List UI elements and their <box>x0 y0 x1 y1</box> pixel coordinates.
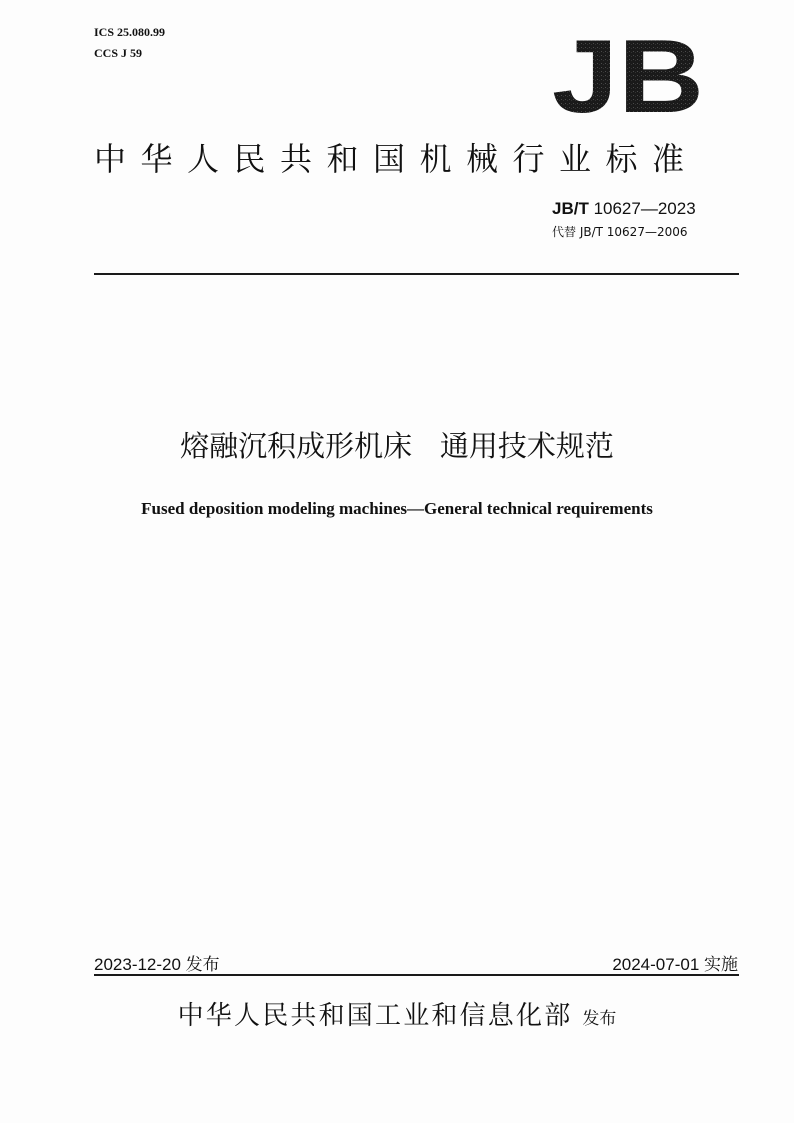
standard-number <box>552 199 696 219</box>
classification-codes <box>94 22 165 64</box>
header-divider <box>94 273 739 275</box>
publisher-organization: 中华人民共和国工业和信息化部 <box>177 1001 573 1031</box>
footer-divider <box>94 974 739 976</box>
publisher-line <box>0 995 794 1032</box>
industry-standard-title: 中华人民共和国机械行业标准 <box>94 140 699 178</box>
implementation-date: 2024-07-01 实施 <box>612 955 738 974</box>
jb-logo-text: JB <box>552 30 704 116</box>
jb-logo <box>548 30 708 116</box>
ics-code: ICS 25.080.99 <box>94 25 166 39</box>
chinese-title: 熔融沉积成形机床 通用技术规范 <box>180 429 614 463</box>
english-title: Fused deposition modeling machines—General technical requirements <box>141 499 653 518</box>
standard-number-value: 10627—2023 <box>588 199 696 218</box>
ccs-code: CCS J 59 <box>94 46 143 60</box>
issue-date: 2023-12-20 发布 <box>94 955 220 974</box>
publish-label: 发布 <box>582 1009 617 1029</box>
standard-number-prefix: JB/T <box>552 199 589 218</box>
replaces-standard: 代替 JB/T 10627—2006 <box>552 225 688 239</box>
